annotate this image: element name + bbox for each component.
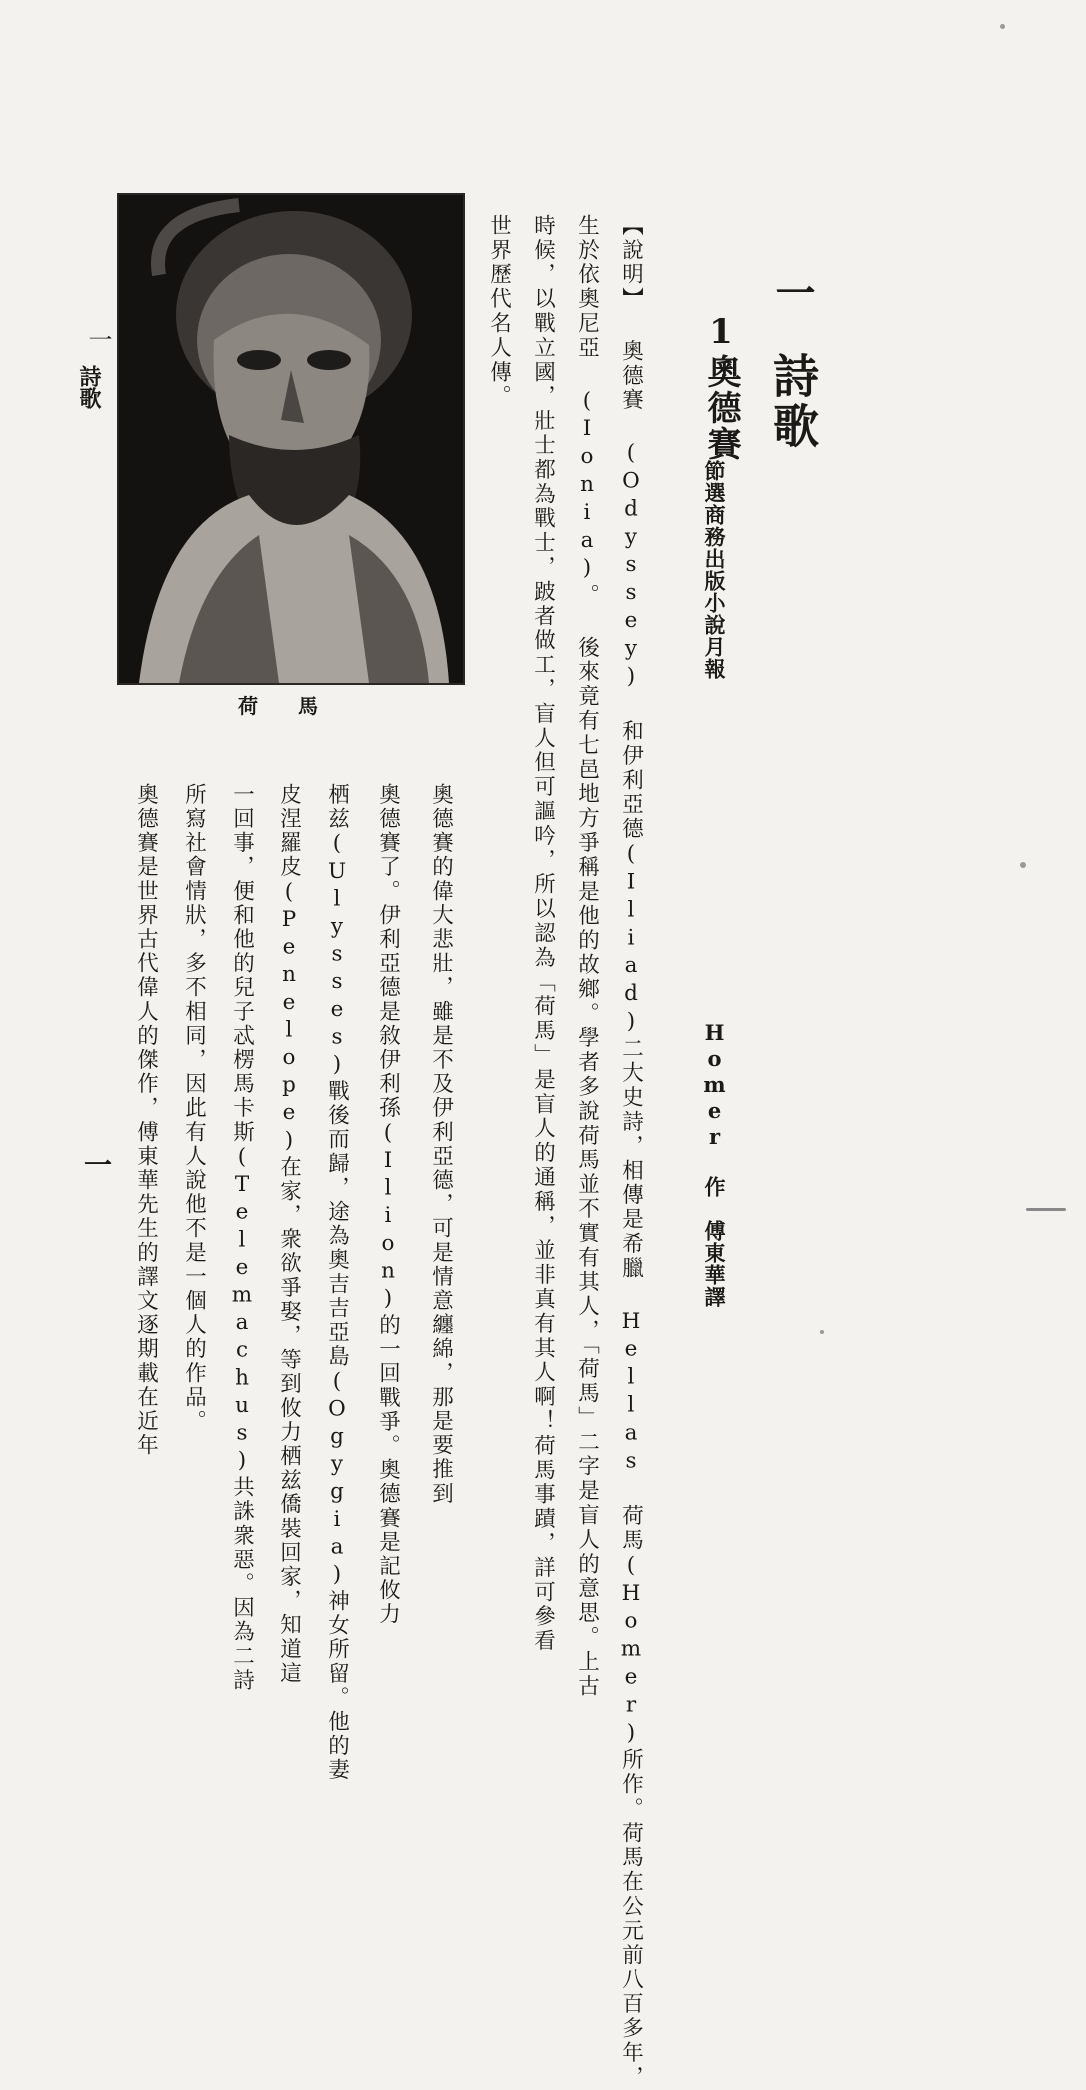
paper-speck	[820, 1330, 824, 1334]
body-column: 栖兹(Ulysses)戰後而歸，途為奧吉吉亞島(Ogygia)神女所留。他的妻	[324, 783, 350, 1783]
running-head: 詩歌	[76, 365, 102, 409]
intro-column: 生於依奧尼亞 (Ionia)。 後來竟有七邑地方爭稱是他的故鄉。學者多說荷馬並不實有其人，「荷馬」二字是盲人的意思。上古	[574, 214, 600, 1699]
paper-mark	[1026, 1208, 1066, 1211]
paper-speck	[1000, 24, 1005, 29]
body-column: 奧德賽是世界古代偉人的傑作，傅東華先生的譯文逐期載在近年	[133, 783, 159, 1458]
source-note: 節選商務出版小說月報	[702, 460, 727, 680]
author-translator: Homer 作 傅東華譯	[702, 1020, 727, 1308]
work-title: 1奧德賽	[701, 312, 741, 462]
body-column: 奧德賽的偉大悲壯，雖是不及伊利亞德，可是情意纏綿，那是要推到	[428, 783, 454, 1506]
body-column: 所寫社會情狀，多不相同，因此有人說他不是一個人的作品。	[181, 783, 207, 1434]
intro-column: 時候，以戰立國，壯士都為戰士，跛者做工，盲人但可謳吟，所以認為「荷馬」是盲人的通稱，並非真有其人啊！荷馬事蹟，詳可參看	[530, 214, 556, 1654]
margin-section-mark: 一	[84, 327, 112, 351]
intro-column: 【說明】 奧德賽 (Odyssey) 和伊利亞德(Iliad)二大史詩，相傳是希臘 Hellas 荷馬(Homer)所作。荷馬在公元前八百多年，	[618, 214, 644, 2090]
body-column: 一回事，便和他的兒子忒楞馬卡斯(Telemachus)共誅衆惡。因為二詩	[229, 783, 255, 1693]
portrait-caption: 荷 馬	[238, 694, 318, 718]
chapter-title: 詩歌	[766, 352, 820, 452]
intro-column: 世界歷代名人傳。	[486, 214, 512, 410]
body-column: 皮涅羅皮(Penelope)在家，衆欲爭娶，等到攸力栖兹僑裝回家，知道這	[276, 783, 302, 1686]
portrait-drawing	[119, 195, 463, 683]
homer-portrait-image	[117, 193, 465, 685]
body-column: 奧德賽了。伊利亞德是敘伊利孫(Ilion)的一回戰爭。奧德賽是記攸力	[375, 783, 401, 1627]
chapter-number: 一	[769, 272, 816, 312]
page-number: 一	[80, 1150, 113, 1178]
paper-speck	[1020, 862, 1026, 868]
